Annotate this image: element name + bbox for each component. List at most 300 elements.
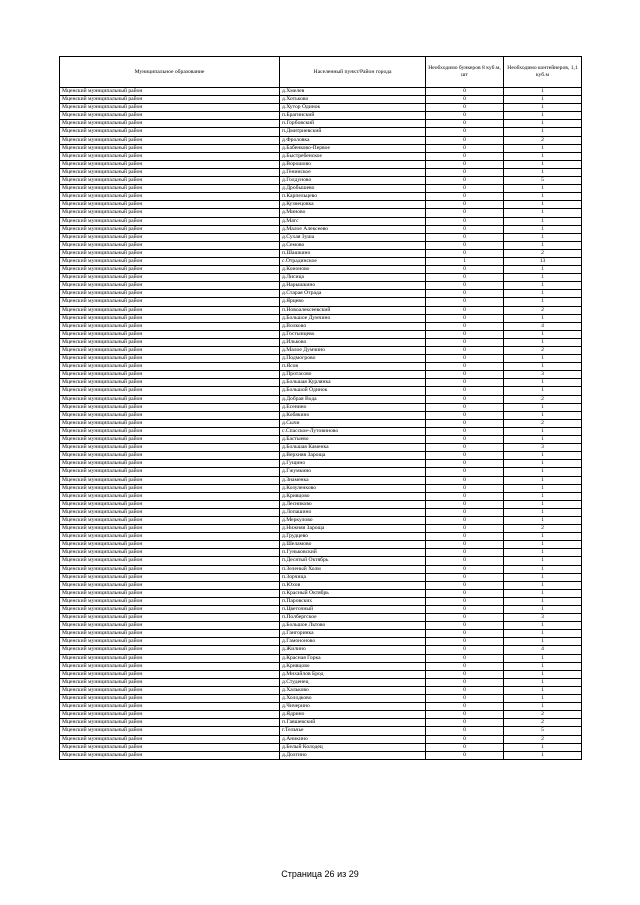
cell-bunkers: 0 xyxy=(426,549,504,557)
cell-bunkers: 0 xyxy=(426,371,504,379)
cell-settlement: д.Большая Курлянка xyxy=(280,379,426,387)
cell-settlement: д.Быстребенское xyxy=(280,152,426,160)
cell-settlement: п.Карпельцево xyxy=(280,193,426,201)
cell-containers: 1 xyxy=(504,290,582,298)
table-row xyxy=(60,233,582,241)
cell-settlement: п.Ясов xyxy=(280,363,426,371)
cell-containers: 1 xyxy=(504,427,582,435)
cell-municipality: Мценский муниципальный район xyxy=(60,306,280,314)
cell-municipality: Мценский муниципальный район xyxy=(60,387,280,395)
cell-containers: 4 xyxy=(504,322,582,330)
cell-containers: 1 xyxy=(504,387,582,395)
cell-bunkers: 0 xyxy=(426,330,504,338)
cell-settlement: д.Хутор Одинок xyxy=(280,104,426,112)
cell-containers: 1 xyxy=(504,589,582,597)
cell-settlement: д.Гущино xyxy=(280,460,426,468)
cell-settlement: д.Белый Колодец xyxy=(280,743,426,751)
cell-containers: 1 xyxy=(504,606,582,614)
cell-settlement: д.Малое Думчино xyxy=(280,347,426,355)
table-row xyxy=(60,751,582,759)
cell-containers: 3 xyxy=(504,614,582,622)
header-municipality: Муниципальное образование xyxy=(60,57,280,88)
cell-bunkers: 0 xyxy=(426,597,504,605)
cell-settlement: д.Миново xyxy=(280,209,426,217)
cell-bunkers: 0 xyxy=(426,217,504,225)
table-row xyxy=(60,427,582,435)
cell-municipality: Мценский муниципальный район xyxy=(60,225,280,233)
table-row xyxy=(60,209,582,217)
cell-settlement: д.Кобякино xyxy=(280,411,426,419)
cell-municipality: Мценский муниципальный район xyxy=(60,233,280,241)
cell-municipality: Мценский муниципальный район xyxy=(60,606,280,614)
table-row xyxy=(60,160,582,168)
page-number: Страница 26 из 29 xyxy=(281,869,359,879)
table-row xyxy=(60,379,582,387)
cell-containers: 1 xyxy=(504,233,582,241)
cell-bunkers: 0 xyxy=(426,209,504,217)
cell-settlement: д.Кононово xyxy=(280,266,426,274)
cell-settlement: п.Гуньковский xyxy=(280,549,426,557)
table-row xyxy=(60,274,582,282)
cell-settlement: г.Тельчье xyxy=(280,727,426,735)
cell-containers: 1 xyxy=(504,565,582,573)
cell-bunkers: 0 xyxy=(426,314,504,322)
cell-containers: 1 xyxy=(504,638,582,646)
cell-bunkers: 0 xyxy=(426,662,504,670)
cell-containers: 1 xyxy=(504,266,582,274)
cell-containers: 1 xyxy=(504,492,582,500)
table-row xyxy=(60,136,582,144)
table-row xyxy=(60,654,582,662)
cell-bunkers: 0 xyxy=(426,274,504,282)
cell-settlement: д.Кузнецовка xyxy=(280,201,426,209)
cell-containers: 1 xyxy=(504,678,582,686)
cell-bunkers: 0 xyxy=(426,711,504,719)
table-row xyxy=(60,363,582,371)
cell-containers: 1 xyxy=(504,751,582,759)
table-row xyxy=(60,662,582,670)
cell-municipality: Мценский муниципальный район xyxy=(60,711,280,719)
cell-containers: 1 xyxy=(504,460,582,468)
cell-bunkers: 0 xyxy=(426,719,504,727)
table-row xyxy=(60,395,582,403)
cell-bunkers: 0 xyxy=(426,565,504,573)
cell-settlement: д.Гангоринка xyxy=(280,630,426,638)
table-row xyxy=(60,249,582,257)
cell-municipality: Мценский муниципальный район xyxy=(60,686,280,694)
cell-containers: 1 xyxy=(504,468,582,476)
cell-bunkers: 0 xyxy=(426,322,504,330)
cell-municipality: Мценский муниципальный район xyxy=(60,678,280,686)
cell-settlement: д.Гамононово xyxy=(280,638,426,646)
cell-containers: 5 xyxy=(504,727,582,735)
cell-containers: 1 xyxy=(504,549,582,557)
cell-settlement: п.Шашкино xyxy=(280,249,426,257)
cell-bunkers: 0 xyxy=(426,193,504,201)
cell-settlement: д.Лопашино xyxy=(280,508,426,516)
cell-bunkers: 0 xyxy=(426,249,504,257)
cell-bunkers: 1 xyxy=(426,257,504,265)
cell-bunkers: 0 xyxy=(426,395,504,403)
cell-containers: 1 xyxy=(504,557,582,565)
cell-settlement: п.Гавшевский xyxy=(280,719,426,727)
table-row xyxy=(60,403,582,411)
cell-settlement: д.Малое Алексеево xyxy=(280,225,426,233)
cell-containers: 1 xyxy=(504,533,582,541)
cell-containers: 1 xyxy=(504,193,582,201)
cell-settlement: п.Дмитриевский xyxy=(280,128,426,136)
cell-municipality: Мценский муниципальный район xyxy=(60,314,280,322)
table-row xyxy=(60,565,582,573)
cell-bunkers: 0 xyxy=(426,419,504,427)
cell-containers: 1 xyxy=(504,120,582,128)
cell-municipality: Мценский муниципальный район xyxy=(60,557,280,565)
cell-municipality: Мценский муниципальный район xyxy=(60,460,280,468)
table-row xyxy=(60,201,582,209)
cell-settlement: д.Дробышево xyxy=(280,185,426,193)
cell-municipality: Мценский муниципальный район xyxy=(60,638,280,646)
table-row xyxy=(60,589,582,597)
table-row xyxy=(60,217,582,225)
cell-containers: 1 xyxy=(504,88,582,96)
cell-containers: 2 xyxy=(504,525,582,533)
cell-settlement: д.Кривцово xyxy=(280,662,426,670)
cell-settlement: д.Добрая Вода xyxy=(280,395,426,403)
table-row xyxy=(60,743,582,751)
cell-containers: 1 xyxy=(504,476,582,484)
cell-containers: 1 xyxy=(504,330,582,338)
table-row xyxy=(60,290,582,298)
cell-municipality: Мценский муниципальный район xyxy=(60,403,280,411)
cell-settlement: д.Бастыево xyxy=(280,436,426,444)
cell-municipality: Мценский муниципальный район xyxy=(60,322,280,330)
cell-containers: 1 xyxy=(504,508,582,516)
cell-municipality: Мценский муниципальный район xyxy=(60,427,280,435)
cell-containers: 1 xyxy=(504,695,582,703)
cell-municipality: Мценский муниципальный район xyxy=(60,330,280,338)
table-row xyxy=(60,670,582,678)
cell-bunkers: 0 xyxy=(426,452,504,460)
cell-municipality: Мценский муниципальный район xyxy=(60,719,280,727)
table-row xyxy=(60,533,582,541)
table-row xyxy=(60,622,582,630)
cell-containers: 13 xyxy=(504,257,582,265)
cell-bunkers: 0 xyxy=(426,241,504,249)
cell-containers: 1 xyxy=(504,128,582,136)
cell-bunkers: 0 xyxy=(426,573,504,581)
cell-municipality: Мценский муниципальный район xyxy=(60,88,280,96)
cell-municipality: Мценский муниципальный район xyxy=(60,452,280,460)
cell-containers: 1 xyxy=(504,484,582,492)
table-row xyxy=(60,711,582,719)
table-row xyxy=(60,484,582,492)
cell-municipality: Мценский муниципальный район xyxy=(60,670,280,678)
cell-bunkers: 0 xyxy=(426,444,504,452)
cell-municipality: Мценский муниципальный район xyxy=(60,371,280,379)
cell-bunkers: 0 xyxy=(426,136,504,144)
cell-settlement: д.Шеламово xyxy=(280,541,426,549)
table-row xyxy=(60,727,582,735)
cell-settlement: д.Подмогрово xyxy=(280,355,426,363)
cell-containers: 1 xyxy=(504,152,582,160)
cell-municipality: Мценский муниципальный район xyxy=(60,630,280,638)
cell-bunkers: 0 xyxy=(426,492,504,500)
cell-bunkers: 0 xyxy=(426,703,504,711)
cell-municipality: Мценский муниципальный район xyxy=(60,573,280,581)
cell-municipality: Мценский муниципальный район xyxy=(60,743,280,751)
cell-bunkers: 0 xyxy=(426,225,504,233)
cell-municipality: Мценский муниципальный район xyxy=(60,436,280,444)
cell-containers: 1 xyxy=(504,573,582,581)
cell-settlement: д.Студенец xyxy=(280,678,426,686)
cell-municipality: Мценский муниципальный район xyxy=(60,274,280,282)
table-row xyxy=(60,436,582,444)
cell-bunkers: 0 xyxy=(426,120,504,128)
table-row xyxy=(60,355,582,363)
table-row xyxy=(60,460,582,468)
cell-containers: 2 xyxy=(504,711,582,719)
cell-municipality: Мценский муниципальный район xyxy=(60,136,280,144)
cell-bunkers: 0 xyxy=(426,104,504,112)
cell-containers: 1 xyxy=(504,581,582,589)
cell-municipality: Мценский муниципальный район xyxy=(60,444,280,452)
table-row xyxy=(60,695,582,703)
cell-municipality: Мценский муниципальный район xyxy=(60,201,280,209)
cell-municipality: Мценский муниципальный район xyxy=(60,160,280,168)
table-row xyxy=(60,638,582,646)
cell-settlement: д.Ярцево xyxy=(280,298,426,306)
cell-settlement: п.Красный Октябрь xyxy=(280,589,426,597)
cell-municipality: Мценский муниципальный район xyxy=(60,249,280,257)
table-row xyxy=(60,152,582,160)
cell-settlement: д.Ильково xyxy=(280,338,426,346)
table-row xyxy=(60,298,582,306)
cell-bunkers: 0 xyxy=(426,290,504,298)
table-row xyxy=(60,597,582,605)
cell-settlement: д.Генинское xyxy=(280,168,426,176)
cell-settlement: д.Голдуново xyxy=(280,177,426,185)
table-header-row xyxy=(60,57,582,88)
cell-containers: 2 xyxy=(504,419,582,427)
table-row xyxy=(60,500,582,508)
table-row xyxy=(60,241,582,249)
cell-municipality: Мценский муниципальный район xyxy=(60,128,280,136)
table-row xyxy=(60,614,582,622)
cell-municipality: Мценский муниципальный район xyxy=(60,565,280,573)
cell-settlement: д.Старая Отрада xyxy=(280,290,426,298)
cell-containers: 2 xyxy=(504,306,582,314)
table-row xyxy=(60,646,582,654)
cell-bunkers: 0 xyxy=(426,363,504,371)
cell-settlement: д.Гостынцево xyxy=(280,330,426,338)
cell-municipality: Мценский муниципальный район xyxy=(60,533,280,541)
cell-bunkers: 0 xyxy=(426,355,504,363)
cell-settlement: с.Спасское-Лутовиново xyxy=(280,427,426,435)
cell-containers: 1 xyxy=(504,355,582,363)
cell-containers: 1 xyxy=(504,144,582,152)
cell-settlement: д.Хотьково xyxy=(280,96,426,104)
cell-municipality: Мценский муниципальный район xyxy=(60,468,280,476)
cell-municipality: Мценский муниципальный район xyxy=(60,290,280,298)
cell-settlement: д.Большая Каменка xyxy=(280,444,426,452)
cell-municipality: Мценский муниципальный район xyxy=(60,282,280,290)
cell-bunkers: 0 xyxy=(426,411,504,419)
header-containers: Необходимо контейнеров, 1,1 куб.м xyxy=(504,57,582,88)
cell-bunkers: 0 xyxy=(426,751,504,759)
table-row xyxy=(60,735,582,743)
table-row xyxy=(60,419,582,427)
cell-municipality: Мценский муниципальный район xyxy=(60,735,280,743)
cell-bunkers: 0 xyxy=(426,468,504,476)
cell-bunkers: 0 xyxy=(426,403,504,411)
table-row xyxy=(60,719,582,727)
header-bunkers: Необходимо бункеров 8 куб.м, шт xyxy=(426,57,504,88)
table-row xyxy=(60,508,582,516)
cell-settlement: д.Аникино xyxy=(280,735,426,743)
cell-containers: 1 xyxy=(504,452,582,460)
cell-containers: 1 xyxy=(504,96,582,104)
cell-bunkers: 0 xyxy=(426,460,504,468)
cell-municipality: Мценский муниципальный район xyxy=(60,144,280,152)
cell-municipality: Мценский муниципальный район xyxy=(60,338,280,346)
cell-bunkers: 0 xyxy=(426,622,504,630)
cell-municipality: Мценский муниципальный район xyxy=(60,120,280,128)
cell-containers: 1 xyxy=(504,686,582,694)
table-row xyxy=(60,314,582,322)
cell-bunkers: 0 xyxy=(426,112,504,120)
table-row xyxy=(60,128,582,136)
cell-containers: 1 xyxy=(504,500,582,508)
cell-containers: 1 xyxy=(504,168,582,176)
table-row xyxy=(60,686,582,694)
cell-municipality: Мценский муниципальный район xyxy=(60,492,280,500)
table-row xyxy=(60,96,582,104)
table-row xyxy=(60,168,582,176)
table-row xyxy=(60,476,582,484)
table-row xyxy=(60,104,582,112)
cell-settlement: д.Жилино xyxy=(280,646,426,654)
cell-containers: 1 xyxy=(504,225,582,233)
table-row xyxy=(60,177,582,185)
cell-containers: 1 xyxy=(504,541,582,549)
cell-bunkers: 0 xyxy=(426,282,504,290)
cell-containers: 2 xyxy=(504,249,582,257)
cell-settlement: д.Сухая Зуша xyxy=(280,233,426,241)
table-row xyxy=(60,573,582,581)
cell-containers: 2 xyxy=(504,735,582,743)
table-row xyxy=(60,371,582,379)
cell-containers: 1 xyxy=(504,112,582,120)
cell-settlement: д.Большое Думчино xyxy=(280,314,426,322)
table-row xyxy=(60,144,582,152)
cell-bunkers: 0 xyxy=(426,168,504,176)
cell-municipality: Мценский муниципальный район xyxy=(60,217,280,225)
cell-municipality: Мценский муниципальный район xyxy=(60,516,280,524)
cell-bunkers: 0 xyxy=(426,338,504,346)
cell-municipality: Мценский муниципальный район xyxy=(60,662,280,670)
cell-bunkers: 0 xyxy=(426,266,504,274)
cell-settlement: с.Отрадинское xyxy=(280,257,426,265)
cell-municipality: Мценский муниципальный район xyxy=(60,241,280,249)
cell-settlement: п.Новоалексеевский xyxy=(280,306,426,314)
cell-settlement: п.Цветочный xyxy=(280,606,426,614)
header-settlement: Населенный пункт/Район города xyxy=(280,57,426,88)
cell-settlement: д.Михайлов Брод xyxy=(280,670,426,678)
table-row xyxy=(60,525,582,533)
cell-containers: 2 xyxy=(504,719,582,727)
cell-containers: 1 xyxy=(504,338,582,346)
cell-bunkers: 0 xyxy=(426,144,504,152)
cell-containers: 1 xyxy=(504,597,582,605)
cell-municipality: Мценский муниципальный район xyxy=(60,168,280,176)
cell-municipality: Мценский муниципальный район xyxy=(60,177,280,185)
cell-municipality: Мценский муниципальный район xyxy=(60,395,280,403)
cell-municipality: Мценский муниципальный район xyxy=(60,411,280,419)
cell-municipality: Мценский муниципальный район xyxy=(60,257,280,265)
cell-bunkers: 0 xyxy=(426,630,504,638)
cell-municipality: Мценский муниципальный район xyxy=(60,695,280,703)
table-row xyxy=(60,257,582,265)
cell-bunkers: 0 xyxy=(426,96,504,104)
table-row xyxy=(60,193,582,201)
cell-municipality: Мценский муниципальный район xyxy=(60,193,280,201)
cell-containers: 1 xyxy=(504,703,582,711)
cell-bunkers: 0 xyxy=(426,508,504,516)
cell-containers: 1 xyxy=(504,436,582,444)
table-row xyxy=(60,557,582,565)
cell-bunkers: 0 xyxy=(426,557,504,565)
cell-municipality: Мценский муниципальный район xyxy=(60,751,280,759)
cell-municipality: Мценский муниципальный район xyxy=(60,727,280,735)
cell-settlement: д.Большое Льтово xyxy=(280,622,426,630)
cell-containers: 2 xyxy=(504,347,582,355)
cell-containers: 1 xyxy=(504,209,582,217)
cell-bunkers: 0 xyxy=(426,233,504,241)
cell-settlement: д.Долгино xyxy=(280,751,426,759)
table-row xyxy=(60,338,582,346)
cell-bunkers: 0 xyxy=(426,541,504,549)
cell-settlement: д.Кривцово xyxy=(280,492,426,500)
cell-municipality: Мценский муниципальный район xyxy=(60,597,280,605)
cell-bunkers: 0 xyxy=(426,298,504,306)
cell-settlement: п.Юхов xyxy=(280,581,426,589)
cell-containers: 1 xyxy=(504,654,582,662)
cell-municipality: Мценский муниципальный район xyxy=(60,355,280,363)
cell-bunkers: 0 xyxy=(426,201,504,209)
cell-bunkers: 0 xyxy=(426,638,504,646)
cell-settlement: д.Холодково xyxy=(280,695,426,703)
cell-settlement: д.Знаменка xyxy=(280,476,426,484)
cell-municipality: Мценский муниципальный район xyxy=(60,614,280,622)
cell-settlement: д.Лесниково xyxy=(280,500,426,508)
cell-settlement: д.Хмелев xyxy=(280,88,426,96)
cell-containers: 3 xyxy=(504,444,582,452)
cell-municipality: Мценский муниципальный район xyxy=(60,589,280,597)
cell-settlement: п.Горбовский xyxy=(280,120,426,128)
table-row xyxy=(60,88,582,96)
cell-settlement: д.Красная Горка xyxy=(280,654,426,662)
cell-municipality: Мценский муниципальный район xyxy=(60,525,280,533)
cell-containers: 1 xyxy=(504,160,582,168)
cell-settlement: д.Хальково xyxy=(280,686,426,694)
table-row xyxy=(60,606,582,614)
cell-bunkers: 0 xyxy=(426,379,504,387)
table-row xyxy=(60,266,582,274)
cell-municipality: Мценский муниципальный район xyxy=(60,152,280,160)
table-row xyxy=(60,549,582,557)
table-row xyxy=(60,630,582,638)
cell-settlement: д.Нижняя Зароща xyxy=(280,525,426,533)
